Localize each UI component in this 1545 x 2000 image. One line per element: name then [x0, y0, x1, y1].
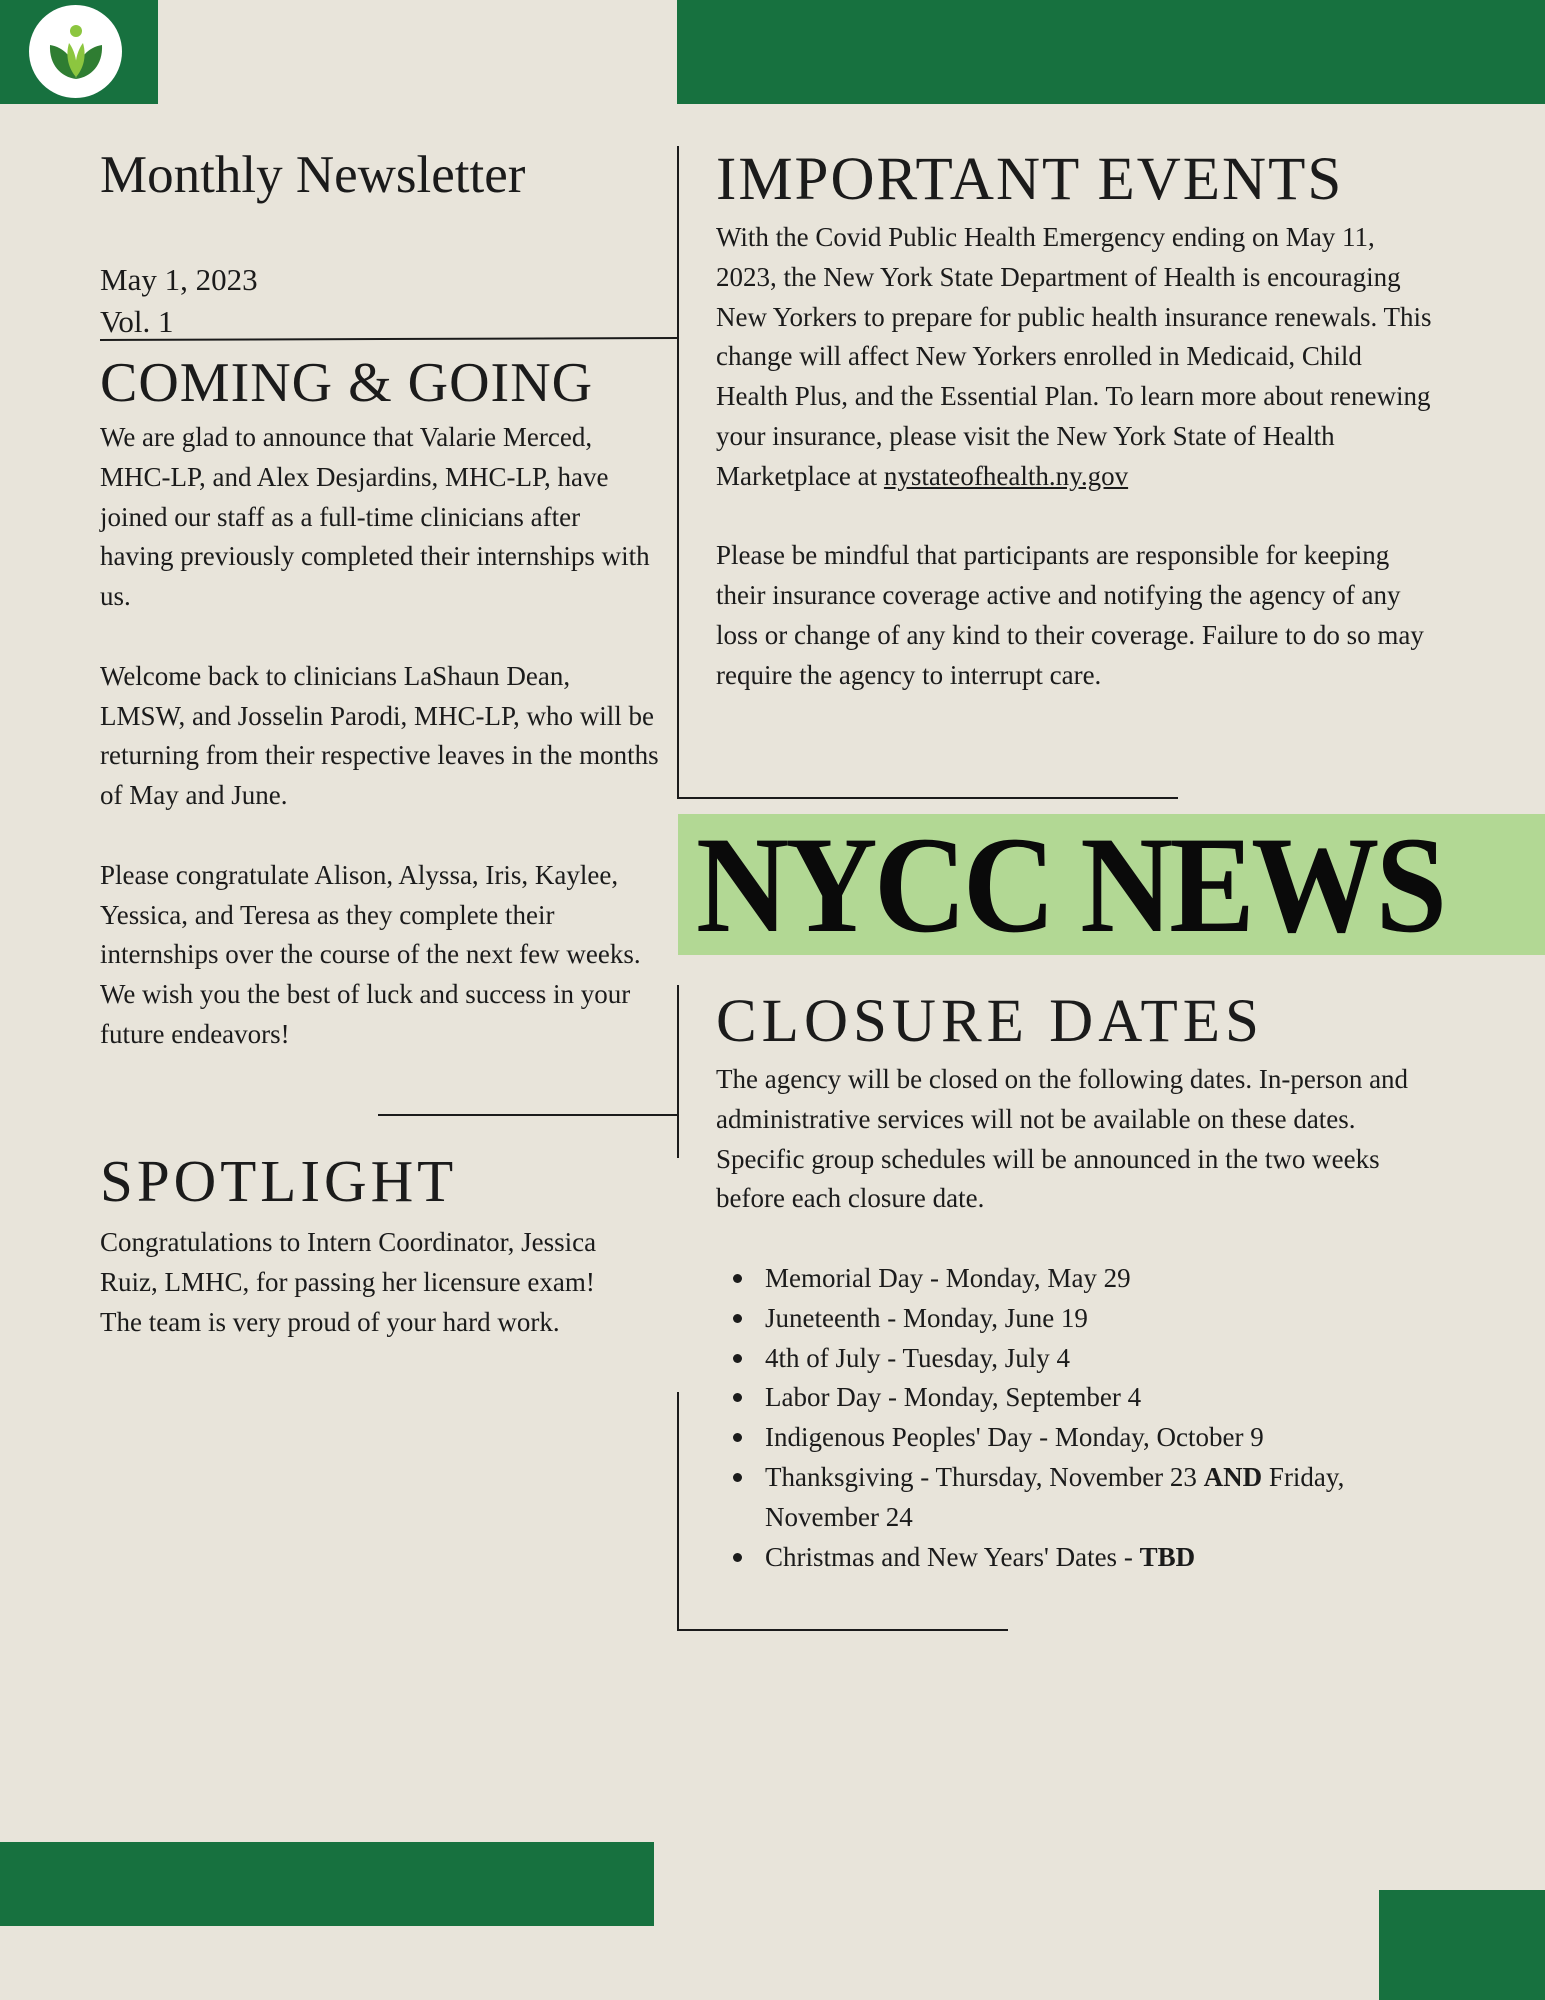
thanksgiving-and: AND	[1203, 1461, 1263, 1492]
coming-going-heading: COMING & GOING	[100, 352, 594, 414]
list-item	[716, 1538, 1432, 1578]
masthead-underline	[100, 337, 678, 341]
coming-going-paragraph: We are glad to announce that Valarie Merced, MHC-LP, and Alex Desjardins, MHC-LP, have joined our staff as a full-time clinicians after having previously completed their internships with us.	[100, 422, 650, 612]
thanksgiving-text: Thanksgiving - Thursday, November 23	[765, 1461, 1197, 1492]
footer-color-block-left	[0, 1842, 654, 1926]
closure-dates-heading: CLOSURE DATES	[716, 988, 1264, 1055]
closure-dates-intro: The agency will be closed on the following dates. In-person and administrative services will not be available on these dates. Specific group schedules will be announced in the two weeks before each closure date.	[716, 1064, 1409, 1214]
christmas-text: Christmas and New Years' Dates -	[765, 1541, 1133, 1572]
important-events-body	[716, 218, 1432, 735]
news-banner-title: NYCC NEWS	[696, 814, 1444, 955]
spotlight-body: Congratulations to Intern Coordinator, Jessica Ruiz, LMHC, for passing her licensure exam! The team is very proud of your hard work.	[100, 1227, 597, 1337]
organization-logo	[29, 5, 122, 98]
thanksgiving-friday: Friday, November 24	[765, 1461, 1345, 1532]
coming-going-body	[100, 418, 660, 1095]
closure-underline	[677, 1629, 1008, 1631]
list-item: Memorial Day - Monday, May 29	[716, 1259, 1432, 1299]
important-events-heading: IMPORTANT EVENTS	[716, 146, 1344, 213]
important-events-paragraph	[716, 218, 1432, 497]
events-underline	[677, 797, 1178, 799]
newsletter-title: Monthly Newsletter	[100, 146, 526, 204]
newsletter-volume: Vol. 1	[100, 304, 174, 339]
list-item	[716, 1458, 1432, 1538]
important-events-paragraph: Please be mindful that participants are responsible for keeping their insurance coverage active and notifying the agency of any loss or change of any kind to their coverage. Failure to do so may require the agency to interrupt care.	[716, 540, 1424, 690]
list-item: 4th of July - Tuesday, July 4	[716, 1339, 1432, 1379]
coming-section-underline	[378, 1114, 678, 1116]
leaf-logo-icon	[41, 17, 111, 87]
coming-going-paragraph: Welcome back to clinicians LaShaun Dean, LMSW, and Josselin Parodi, MHC-LP, who will be returning from their respective leaves in the months of May and June.	[100, 660, 659, 811]
closure-dates-list	[716, 1259, 1432, 1577]
coming-going-paragraph: Please congratulate Alison, Alyssa, Iris, Kaylee, Yessica, and Teresa as they complete their internships over the course of the next few weeks. We wish you the best of luck and success in your future endeavors!	[100, 859, 641, 1049]
spotlight-heading: SPOTLIGHT	[100, 1148, 458, 1214]
christmas-tbd: TBD	[1139, 1541, 1196, 1572]
list-item: Labor Day - Monday, September 4	[716, 1378, 1432, 1418]
list-item: Indigenous Peoples' Day - Monday, October 9	[716, 1418, 1432, 1458]
health-marketplace-link[interactable]: nystateofhealth.ny.gov	[883, 460, 1129, 491]
footer-color-block-right	[1379, 1890, 1545, 2000]
important-events-text: With the Covid Public Health Emergency ending on May 11, 2023, the New York State Department of Health is encouraging New Yorkers to prepare for public health insurance renewals. This change will affect New Yorkers enrolled in Medicaid, Child Health Plus, and the Essential Plan. To learn more about renewing your insurance, please visit the New York State of Health Marketplace at	[716, 222, 1432, 491]
header-color-block	[677, 0, 1545, 104]
news-banner	[678, 814, 1545, 955]
vertical-divider-bottom	[677, 1392, 679, 1631]
closure-dates-body	[716, 1060, 1432, 1577]
vertical-divider-top	[677, 146, 679, 799]
list-item: Juneteenth - Monday, June 19	[716, 1299, 1432, 1339]
vertical-divider-middle	[677, 985, 679, 1158]
newsletter-date: May 1, 2023	[100, 262, 258, 297]
